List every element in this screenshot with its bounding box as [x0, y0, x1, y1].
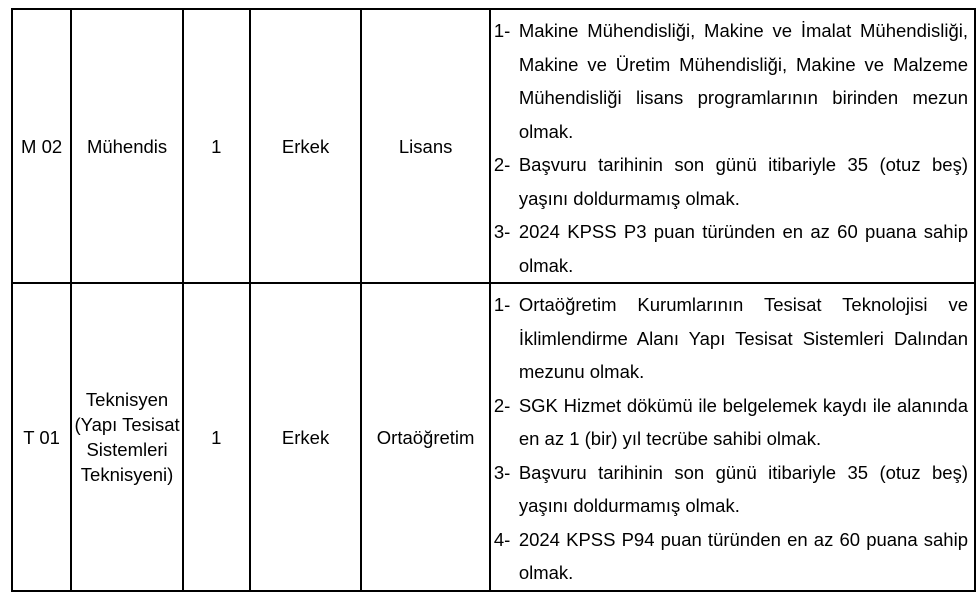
- requirement-item: [491, 148, 968, 215]
- requirements-list: [491, 284, 974, 590]
- position-code: M 02: [12, 9, 71, 283]
- requirement-number: 3-: [493, 221, 511, 242]
- table-row: [12, 9, 975, 283]
- position-education: Ortaöğretim: [361, 283, 489, 591]
- requirement-item: [491, 456, 968, 523]
- requirement-item: [491, 215, 968, 282]
- requirement-item: [491, 288, 968, 389]
- position-title: Teknisyen (Yapı Tesisat Sistemleri Teknisyeni): [71, 283, 183, 591]
- position-code: T 01: [12, 283, 71, 591]
- requirement-number: 1-: [493, 20, 511, 41]
- requirement-number: 2-: [493, 154, 511, 175]
- position-requirements: [490, 9, 975, 283]
- requirement-number: 3-: [493, 461, 511, 483]
- position-count: 1: [183, 283, 250, 591]
- requirement-text: SGK Hizmet dökümü ile belgelemek kaydı ile alanında en az 1 (bir) yıl tecrübe sahibi olmak.: [518, 394, 968, 449]
- position-education: Lisans: [361, 9, 489, 283]
- requirements-list: [491, 10, 974, 282]
- requirement-text: Başvuru tarihinin son günü itibariyle 35 (otuz beş) yaşını doldurmamış olmak.: [518, 461, 968, 516]
- table-row: [12, 283, 975, 591]
- position-gender: Erkek: [250, 283, 362, 591]
- requirement-number: 2-: [493, 394, 511, 416]
- requirement-item: [491, 389, 968, 456]
- requirement-text: Makine Mühendisliği, Makine ve İmalat Mühendisliği, Makine ve Üretim Mühendisliği, Makine ve Malzeme Mühendisliği lisans programlarının birinden mezun olmak.: [518, 20, 968, 142]
- position-gender: Erkek: [250, 9, 362, 283]
- position-count: 1: [183, 9, 250, 283]
- requirement-item: [491, 523, 968, 590]
- position-requirements: [490, 283, 975, 591]
- requirement-item: [491, 14, 968, 148]
- position-title: Mühendis: [71, 9, 183, 283]
- requirement-number: 4-: [493, 528, 511, 550]
- positions-table: [11, 8, 976, 592]
- requirement-text: 2024 KPSS P3 puan türünden en az 60 puana sahip olmak.: [518, 221, 968, 276]
- requirement-text: Ortaöğretim Kurumlarının Tesisat Teknolojisi ve İklimlendirme Alanı Yapı Tesisat Sistemleri Dalından mezunu olmak.: [518, 294, 968, 382]
- requirement-number: 1-: [493, 294, 511, 315]
- requirement-text: 2024 KPSS P94 puan türünden en az 60 puana sahip olmak.: [518, 528, 968, 583]
- requirement-text: Başvuru tarihinin son günü itibariyle 35 (otuz beş) yaşını doldurmamış olmak.: [518, 154, 968, 209]
